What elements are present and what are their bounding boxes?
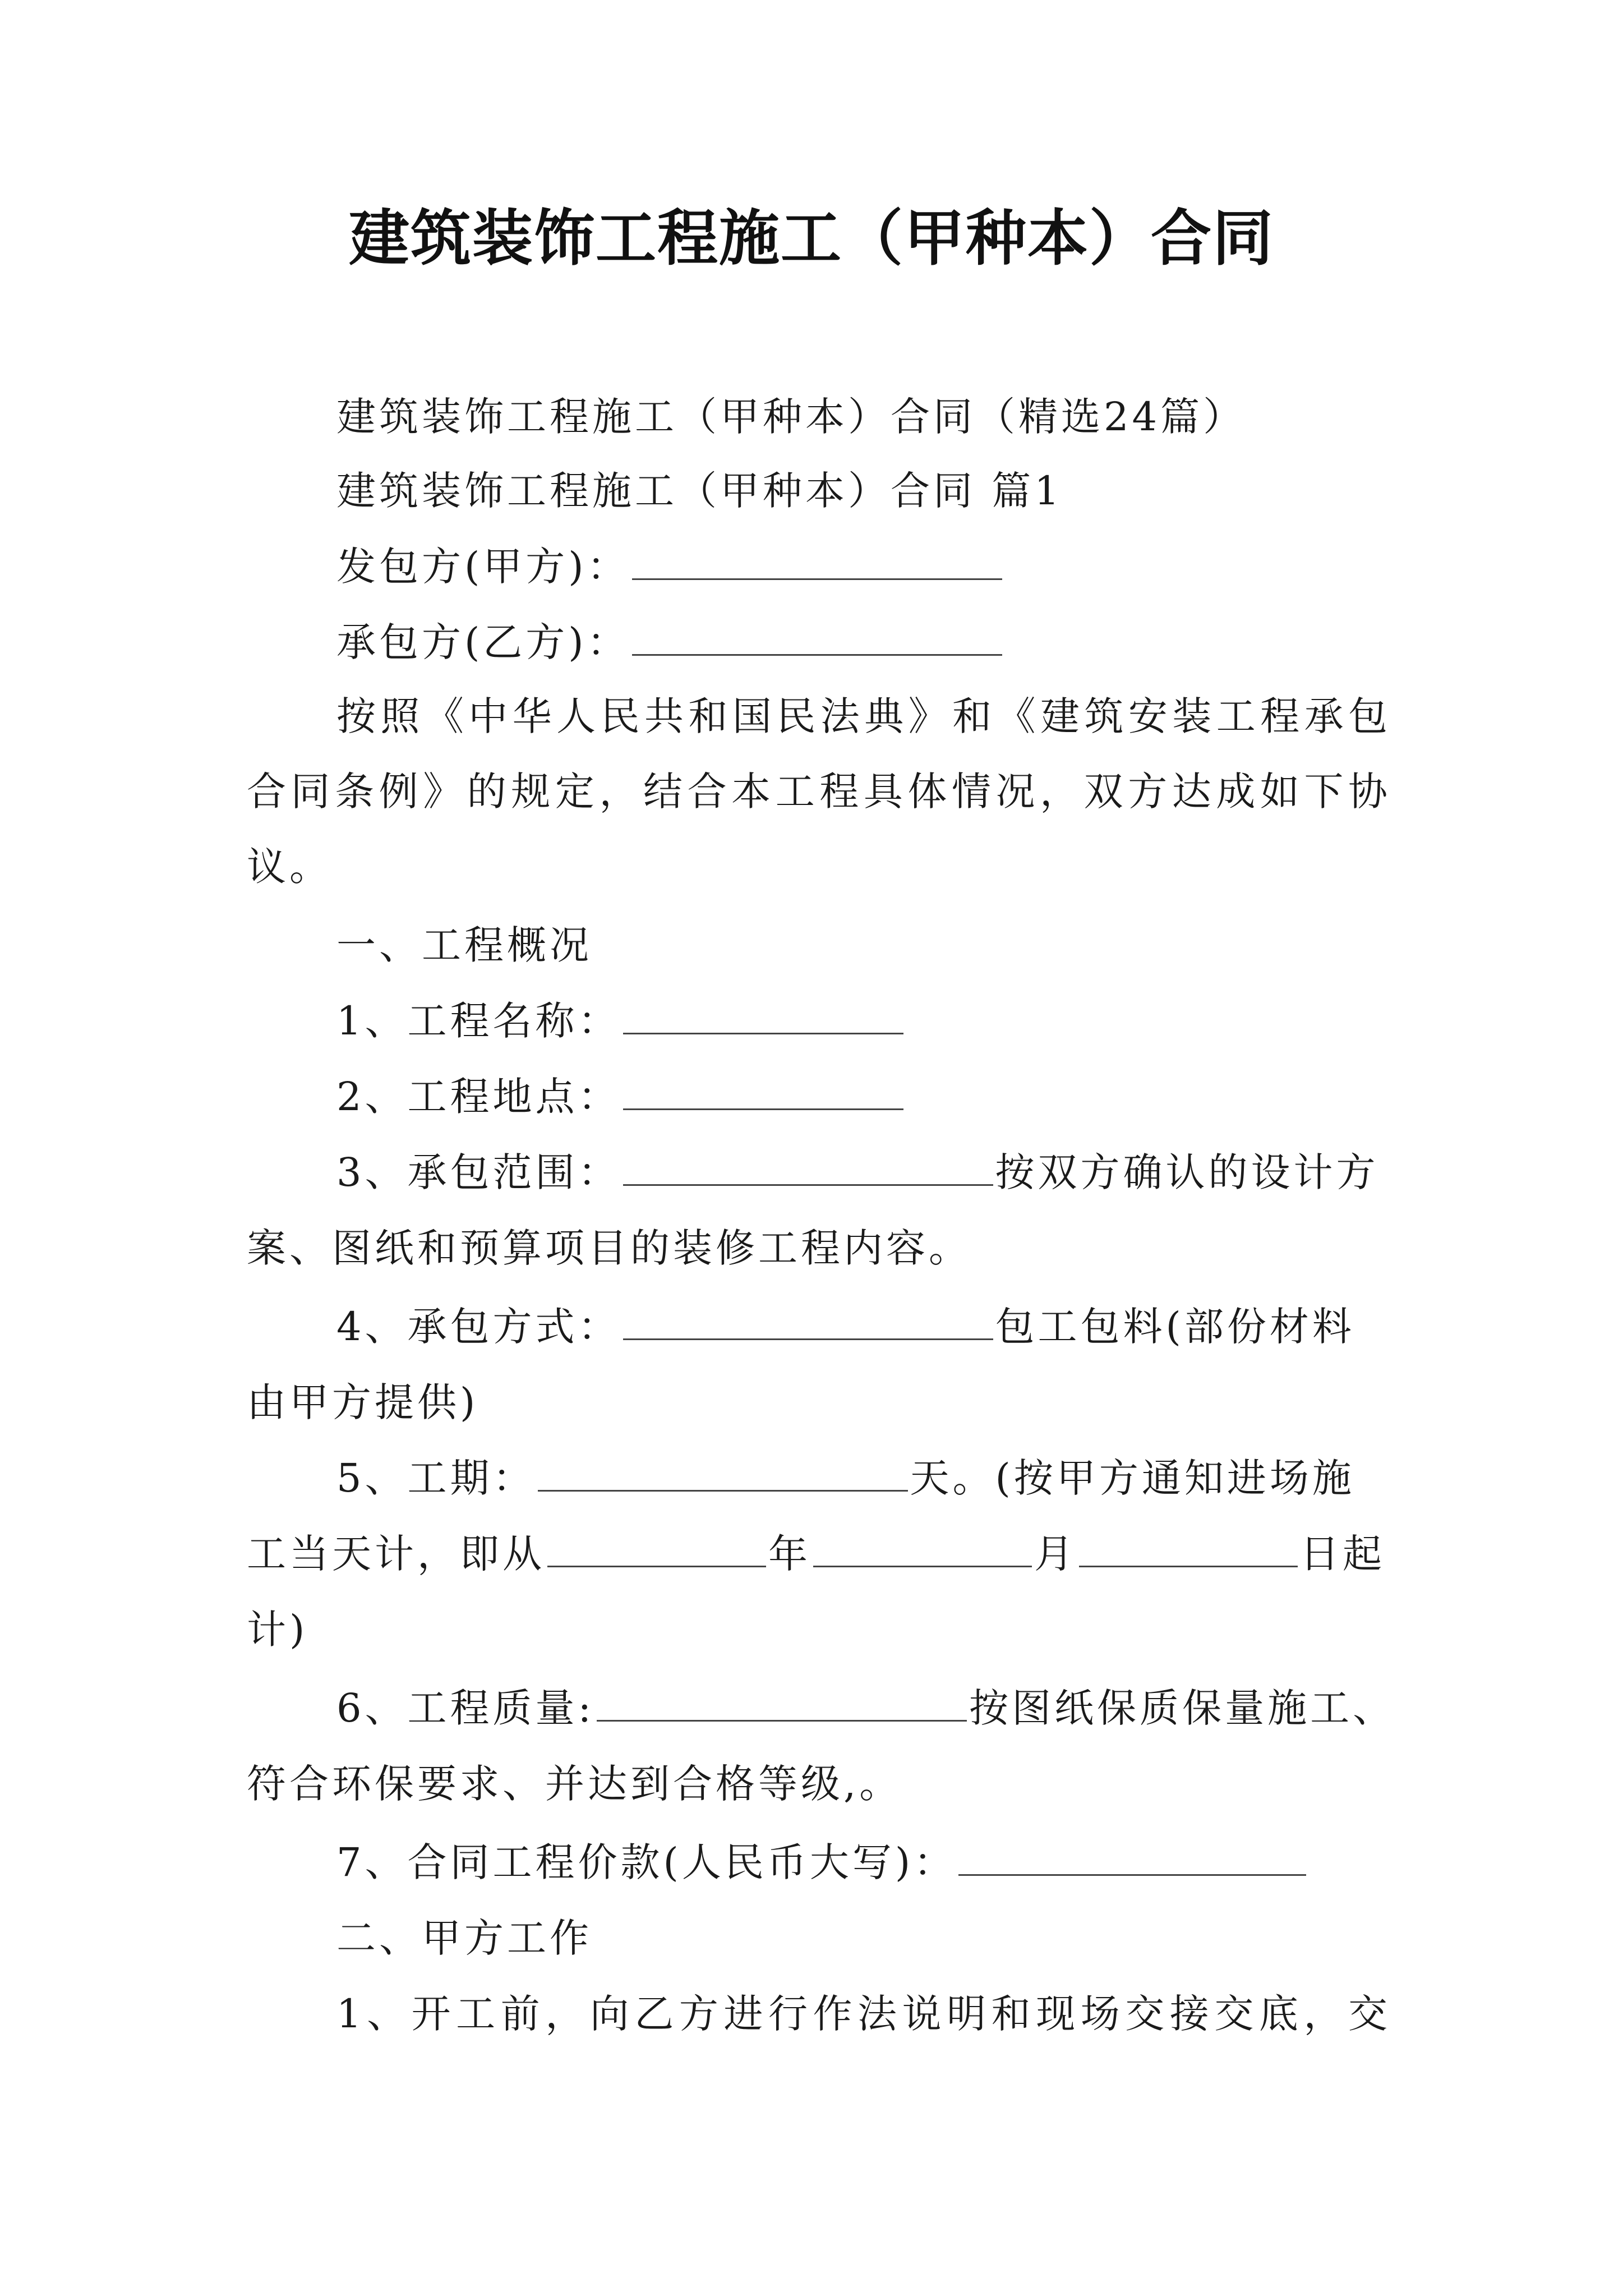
item5-line-2 xyxy=(247,1523,1391,1585)
item5-day: 日起 xyxy=(1300,1531,1385,1577)
document-title: 建筑装饰工程施工（甲种本）合同 xyxy=(348,203,1274,274)
intro-line-1: 按照《中华人民共和国民法典》和《建筑安装工程承包 xyxy=(336,693,1391,739)
item5-label: 5、工期： xyxy=(336,1455,536,1501)
item3-label: 3、承包范围： xyxy=(336,1149,621,1195)
item3-line-2: 案、图纸和预算项目的装修工程内容。 xyxy=(247,1225,971,1271)
party-b-line xyxy=(336,611,1391,673)
item2-blank xyxy=(623,1069,903,1110)
item3-line xyxy=(336,1142,1391,1203)
item1-blank xyxy=(623,993,903,1034)
item4-line xyxy=(336,1296,1391,1358)
item4-label: 4、承包方式： xyxy=(336,1304,621,1350)
item4-line-2: 由甲方提供) xyxy=(247,1379,479,1425)
item5-month-blank xyxy=(813,1526,1032,1567)
item6-line xyxy=(336,1677,1396,1739)
section2-heading: 二、甲方工作 xyxy=(336,1915,592,1961)
party-a-blank xyxy=(632,539,1002,580)
item5-year: 年 xyxy=(768,1531,811,1577)
item6-tail: 按图纸保质保量施工、 xyxy=(969,1685,1396,1731)
item1-label: 1、工程名称： xyxy=(336,998,621,1044)
item6-blank xyxy=(597,1681,967,1722)
item7-line xyxy=(336,1832,1391,1893)
item5-from: 工当天计，即从 xyxy=(247,1531,545,1577)
item3-tail: 按双方确认的设计方 xyxy=(995,1149,1379,1195)
item7-label: 7、合同工程价款(人民币大写)： xyxy=(336,1839,957,1885)
item4-tail: 包工包料(部份材料 xyxy=(995,1304,1355,1350)
item4-blank xyxy=(623,1299,993,1340)
intro-line-3: 议。 xyxy=(247,844,332,890)
section2-item1-line: 1、开工前，向乙方进行作法说明和现场交接交底，交 xyxy=(336,1991,1391,2037)
item3-blank xyxy=(623,1145,993,1186)
section1-heading: 一、工程概况 xyxy=(336,922,592,968)
item7-blank xyxy=(958,1835,1306,1876)
item6-label: 6、工程质量: xyxy=(336,1685,595,1731)
item5-line xyxy=(336,1447,1391,1509)
item5-blank xyxy=(538,1451,908,1492)
item5-day-blank xyxy=(1079,1526,1298,1567)
party-b-blank xyxy=(632,615,1002,656)
party-b-label: 承包方(乙方)： xyxy=(336,619,630,665)
item6-line-2: 符合环保要求、并达到合格等级,。 xyxy=(247,1761,902,1807)
item5-month: 月 xyxy=(1034,1531,1077,1577)
item5-tail: 天。(按甲方通知进场施 xyxy=(910,1455,1355,1501)
item2-label: 2、工程地点： xyxy=(336,1074,621,1120)
party-a-label: 发包方(甲方)： xyxy=(336,544,630,590)
document-subtitle: 建筑装饰工程施工（甲种本）合同（精选24篇） xyxy=(336,394,1246,440)
item2-line xyxy=(336,1066,1391,1128)
section-heading: 建筑装饰工程施工（甲种本）合同 篇1 xyxy=(336,468,1063,514)
intro-line-2: 合同条例》的规定，结合本工程具体情况，双方达成如下协 xyxy=(247,769,1391,815)
item5-year-blank xyxy=(547,1526,766,1567)
party-a-line xyxy=(336,536,1391,597)
item5-line-3: 计) xyxy=(247,1607,308,1653)
item1-line xyxy=(336,990,1391,1052)
